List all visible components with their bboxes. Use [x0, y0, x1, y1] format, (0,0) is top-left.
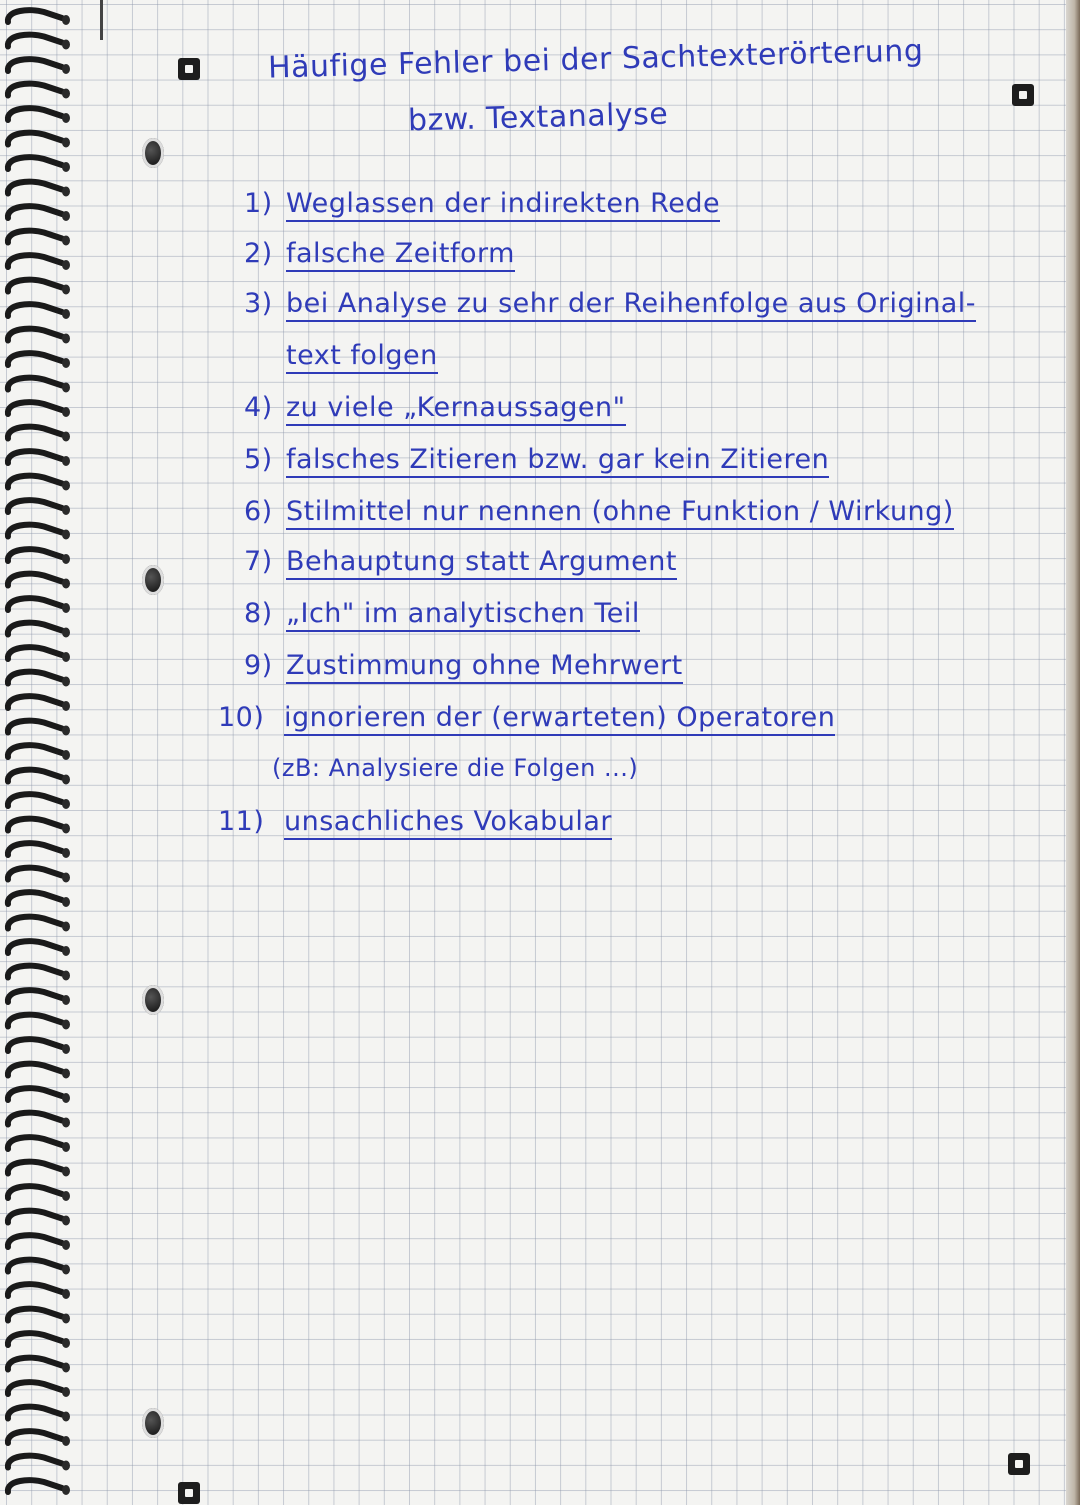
spiral-ring [8, 108, 62, 120]
spiral-hole [62, 15, 70, 25]
pencil-mark [100, 0, 103, 40]
spiral-hole [62, 211, 70, 221]
spiral-ring [8, 598, 62, 610]
spiral-hole [62, 971, 70, 981]
punch-hole-icon [142, 1408, 164, 1438]
spiral-hole [62, 1216, 70, 1226]
spiral-ring [8, 868, 62, 880]
corner-marker-icon [178, 58, 200, 80]
item-number: 2) [244, 238, 273, 269]
list-item [244, 598, 640, 629]
spiral-hole [62, 922, 70, 932]
spiral-ring [8, 1309, 62, 1321]
spiral-hole [62, 652, 70, 662]
spiral-hole [62, 628, 70, 638]
item-text: falsches Zitieren bzw. gar kein Zitieren [286, 444, 829, 478]
spiral-hole [62, 358, 70, 368]
spiral-hole [62, 1191, 70, 1201]
spiral-hole [62, 113, 70, 123]
spiral-ring [8, 280, 62, 292]
spiral-hole [62, 726, 70, 736]
spiral-ring [8, 794, 62, 806]
spiral-ring [8, 941, 62, 953]
list-item [244, 288, 976, 319]
spiral-ring [8, 231, 62, 243]
list-item [244, 444, 829, 475]
spiral-ring [8, 1113, 62, 1125]
spiral-ring [8, 623, 62, 635]
spiral-ring [8, 574, 62, 586]
page-subtitle: bzw. Textanalyse [407, 96, 669, 139]
item-text: falsche Zeitform [286, 238, 515, 272]
spiral-hole [62, 187, 70, 197]
spiral-hole [62, 309, 70, 319]
list-item [244, 546, 677, 577]
spiral-ring [8, 451, 62, 463]
spiral-ring [8, 647, 62, 659]
spiral-ring [8, 549, 62, 561]
item-text: Zustimmung ohne Mehrwert [286, 650, 683, 684]
spiral-ring [8, 990, 62, 1002]
spiral-ring [8, 1186, 62, 1198]
corner-marker-icon [1008, 1453, 1030, 1475]
corner-marker-icon [178, 1482, 200, 1504]
spiral-ring [8, 966, 62, 978]
spiral-binding-icon [0, 0, 80, 1505]
spiral-hole [62, 1289, 70, 1299]
spiral-ring [8, 500, 62, 512]
page-title: Häufige Fehler bei der Sachtexterörterung [267, 33, 924, 86]
spiral-ring [8, 353, 62, 365]
item-text: Stilmittel nur nennen (ohne Funktion / Wirkung) [286, 496, 954, 530]
item-text: (zB: Analysiere die Folgen ...) [272, 754, 639, 782]
spiral-ring [8, 770, 62, 782]
list-item [218, 702, 835, 733]
item-number: 10) [218, 702, 265, 733]
spiral-hole [62, 1044, 70, 1054]
spiral-ring [8, 1407, 62, 1419]
spiral-ring [8, 1480, 62, 1492]
spiral-hole [62, 530, 70, 540]
spiral-ring [8, 1211, 62, 1223]
list-item [218, 806, 612, 837]
spiral-ring [8, 35, 62, 47]
spiral-hole [62, 799, 70, 809]
spiral-ring [8, 1333, 62, 1345]
spiral-ring [8, 696, 62, 708]
spiral-hole [62, 456, 70, 466]
item-number: 5) [244, 444, 273, 475]
spiral-hole [62, 236, 70, 246]
page-edge [1066, 0, 1080, 1505]
spiral-ring [8, 206, 62, 218]
spiral-ring [8, 745, 62, 757]
spiral-hole [62, 505, 70, 515]
spiral-hole [62, 873, 70, 883]
spiral-ring [8, 892, 62, 904]
spiral-ring [8, 476, 62, 488]
punch-hole-icon [142, 565, 164, 595]
spiral-ring [8, 182, 62, 194]
item-number: 4) [244, 392, 273, 423]
list-item [244, 650, 683, 681]
spiral-hole [62, 40, 70, 50]
spiral-ring [8, 843, 62, 855]
item-text: Weglassen der indirekten Rede [286, 188, 720, 222]
spiral-hole [62, 1485, 70, 1495]
spiral-hole [62, 824, 70, 834]
spiral-ring [8, 1456, 62, 1468]
item-text: Behauptung statt Argument [286, 546, 677, 580]
spiral-ring [8, 525, 62, 537]
spiral-hole [62, 750, 70, 760]
item-number: 8) [244, 598, 273, 629]
spiral-hole [62, 407, 70, 417]
spiral-hole [62, 1020, 70, 1030]
spiral-hole [62, 481, 70, 491]
spiral-hole [62, 946, 70, 956]
spiral-ring [8, 427, 62, 439]
item-number: 3) [244, 288, 273, 319]
spiral-hole [62, 89, 70, 99]
spiral-hole [62, 1412, 70, 1422]
spiral-ring [8, 1235, 62, 1247]
spiral-ring [8, 157, 62, 169]
spiral-hole [62, 1142, 70, 1152]
spiral-hole [62, 554, 70, 564]
corner-marker-icon [1012, 84, 1034, 106]
spiral-ring [8, 1358, 62, 1370]
spiral-hole [62, 260, 70, 270]
spiral-ring [8, 672, 62, 684]
item-number: 7) [244, 546, 273, 577]
spiral-ring [8, 721, 62, 733]
spiral-hole [62, 383, 70, 393]
item-number: 9) [244, 650, 273, 681]
item-text: text folgen [286, 340, 438, 374]
spiral-ring [8, 84, 62, 96]
item-number: 6) [244, 496, 273, 527]
spiral-hole [62, 775, 70, 785]
spiral-ring [8, 133, 62, 145]
spiral-ring [8, 819, 62, 831]
list-item [244, 238, 515, 269]
spiral-hole [62, 1265, 70, 1275]
item-text: ignorieren der (erwarteten) Operatoren [284, 702, 835, 736]
punch-hole-icon [142, 985, 164, 1015]
spiral-hole [62, 1461, 70, 1471]
item-text: bei Analyse zu sehr der Reihenfolge aus Original- [286, 288, 976, 322]
spiral-hole [62, 848, 70, 858]
spiral-hole [62, 579, 70, 589]
list-item-continuation [272, 754, 638, 782]
spiral-hole [62, 603, 70, 613]
spiral-ring [8, 255, 62, 267]
spiral-hole [62, 1314, 70, 1324]
spiral-ring [8, 1162, 62, 1174]
item-number: 11) [218, 806, 265, 837]
list-item [244, 392, 626, 423]
item-text: zu viele „Kernaussagen" [286, 392, 626, 426]
spiral-ring [8, 329, 62, 341]
item-text: „Ich" im analytischen Teil [286, 598, 640, 632]
spiral-hole [62, 334, 70, 344]
spiral-hole [62, 1240, 70, 1250]
spiral-hole [62, 64, 70, 74]
list-item [244, 496, 954, 527]
spiral-hole [62, 1436, 70, 1446]
spiral-ring [8, 1015, 62, 1027]
spiral-ring [8, 378, 62, 390]
spiral-ring [8, 1431, 62, 1443]
spiral-ring [8, 917, 62, 929]
spiral-ring [8, 1064, 62, 1076]
spiral-hole [62, 138, 70, 148]
spiral-ring [8, 1039, 62, 1051]
spiral-hole [62, 1167, 70, 1177]
spiral-hole [62, 1363, 70, 1373]
spiral-hole [62, 1338, 70, 1348]
spiral-ring [8, 304, 62, 316]
spiral-ring [8, 402, 62, 414]
spiral-hole [62, 995, 70, 1005]
spiral-ring [8, 10, 62, 22]
spiral-hole [62, 285, 70, 295]
punch-hole-icon [142, 138, 164, 168]
spiral-hole [62, 162, 70, 172]
spiral-hole [62, 677, 70, 687]
item-text: unsachliches Vokabular [284, 806, 612, 840]
spiral-hole [62, 701, 70, 711]
list-item-continuation [286, 340, 438, 371]
spiral-ring [8, 59, 62, 71]
spiral-hole [62, 1387, 70, 1397]
spiral-ring [8, 1260, 62, 1272]
spiral-hole [62, 1069, 70, 1079]
spiral-hole [62, 1093, 70, 1103]
spiral-hole [62, 1118, 70, 1128]
item-number: 1) [244, 188, 273, 219]
list-item [244, 188, 720, 219]
spiral-hole [62, 432, 70, 442]
spiral-ring [8, 1382, 62, 1394]
spiral-ring [8, 1284, 62, 1296]
spiral-ring [8, 1137, 62, 1149]
spiral-ring [8, 1088, 62, 1100]
spiral-hole [62, 897, 70, 907]
